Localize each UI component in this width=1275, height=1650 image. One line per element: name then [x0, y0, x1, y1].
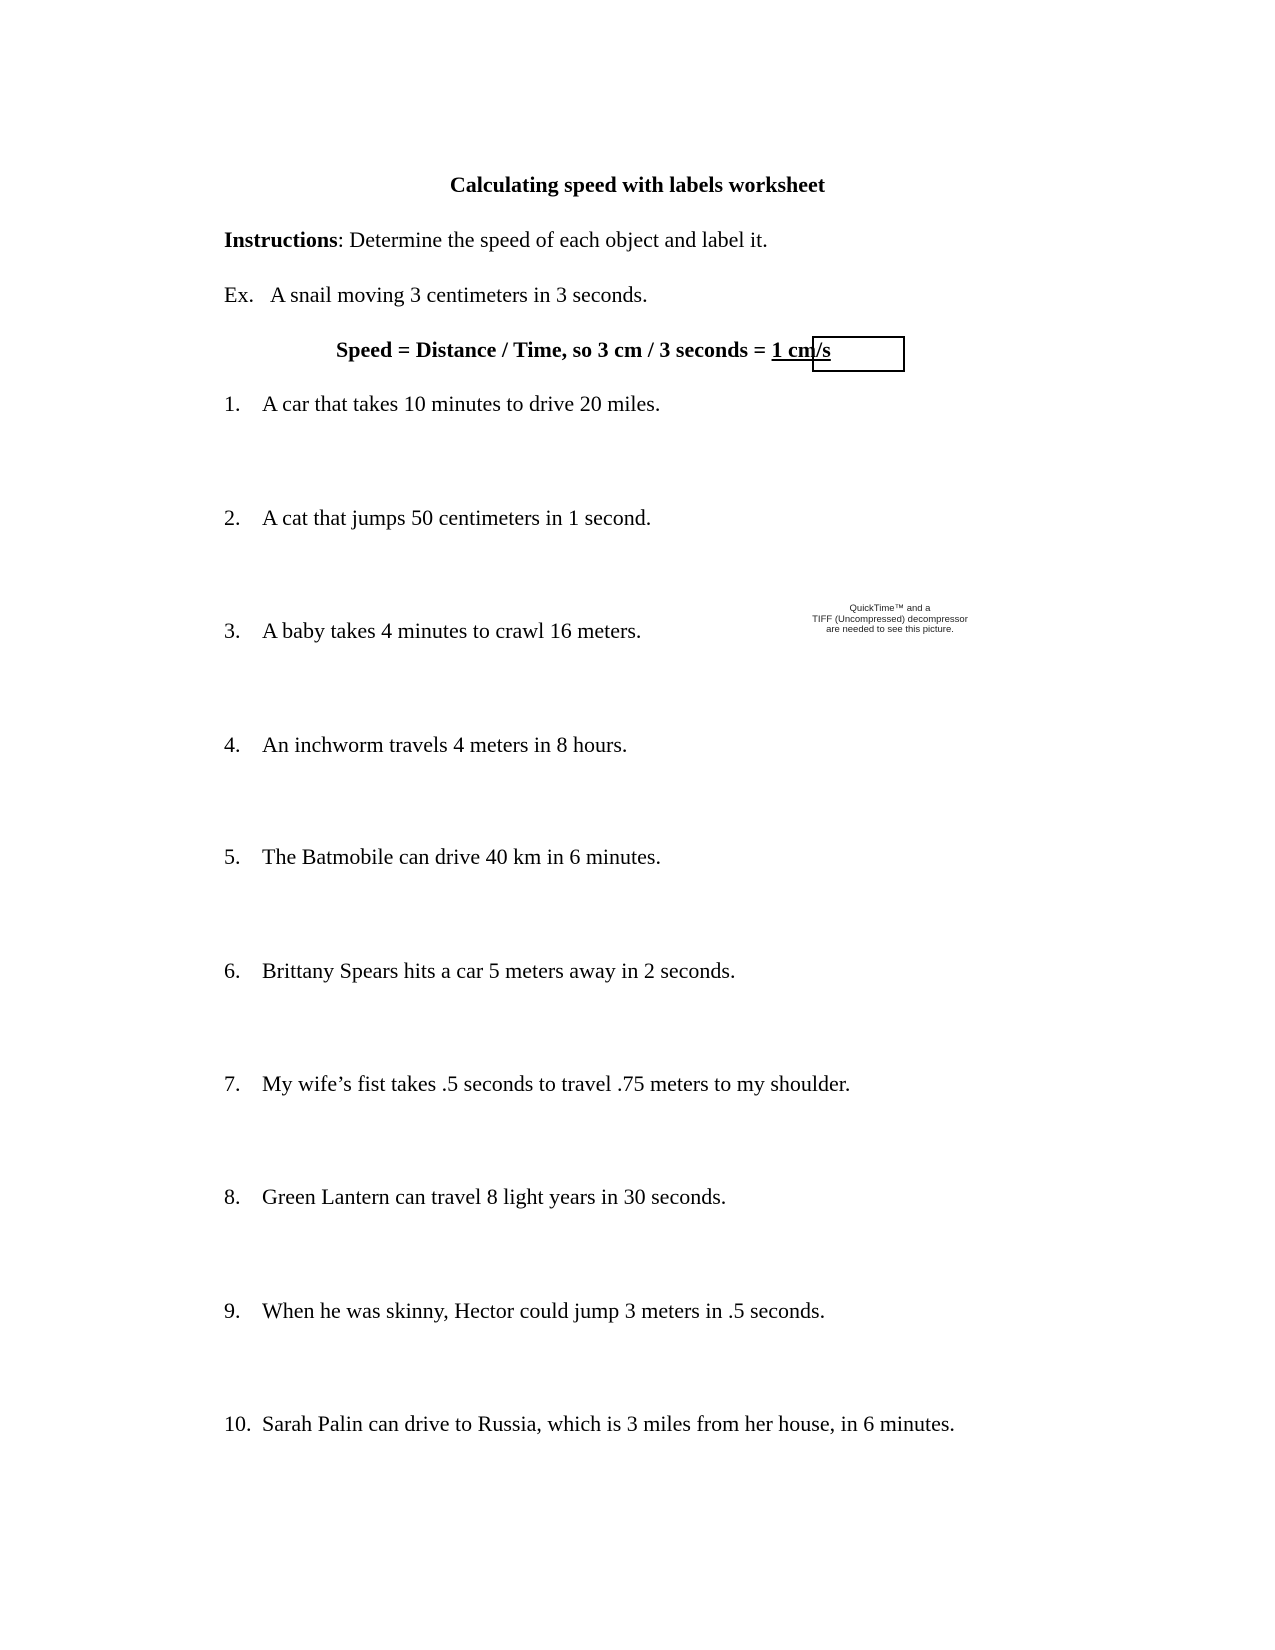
- instructions-text: : Determine the speed of each object and label it.: [337, 227, 768, 252]
- speed-formula: [336, 337, 831, 363]
- question-text: When he was skinny, Hector could jump 3 meters in .5 seconds.: [262, 1298, 826, 1323]
- placeholder-line: QuickTime™ and a: [849, 603, 931, 614]
- question-item: [224, 1184, 726, 1210]
- question-number: 10.: [224, 1411, 252, 1436]
- question-item: [224, 958, 735, 984]
- question-item: [224, 1298, 825, 1324]
- question-number: 7.: [224, 1071, 241, 1096]
- question-text: Green Lantern can travel 8 light years in 30 seconds.: [262, 1184, 727, 1209]
- example-text: A snail moving 3 centimeters in 3 seconds.: [270, 282, 648, 307]
- page-title: Calculating speed with labels worksheet: [449, 172, 826, 197]
- question-number: 8.: [224, 1184, 241, 1209]
- question-number: 5.: [224, 844, 241, 869]
- example: [224, 282, 648, 308]
- question-text: My wife’s fist takes .5 seconds to travel .75 meters to my shoulder.: [262, 1071, 851, 1096]
- question-text: A baby takes 4 minutes to crawl 16 meters.: [262, 618, 642, 643]
- instructions: [224, 227, 768, 253]
- formula-text: Speed = Distance / Time, so 3 cm / 3 seconds =: [336, 337, 772, 362]
- question-text: A car that takes 10 minutes to drive 20 miles.: [262, 391, 661, 416]
- question-item: [224, 844, 661, 870]
- answer-box: [812, 336, 905, 372]
- instructions-label: Instructions: [224, 227, 338, 252]
- question-item: [224, 1411, 955, 1437]
- question-text: A cat that jumps 50 centimeters in 1 second.: [262, 505, 652, 530]
- question-text: An inchworm travels 4 meters in 8 hours.: [262, 732, 628, 757]
- placeholder-line: are needed to see this picture.: [826, 624, 954, 635]
- question-text: The Batmobile can drive 40 km in 6 minutes.: [262, 844, 661, 869]
- question-item: [224, 505, 651, 531]
- question-number: 9.: [224, 1298, 241, 1323]
- question-item: [224, 732, 627, 758]
- question-item: [224, 618, 641, 644]
- formula-answer: 1 cm/s: [771, 337, 831, 362]
- example-prefix: Ex.: [224, 282, 254, 307]
- question-item: [224, 391, 660, 417]
- question-item: [224, 1071, 850, 1097]
- missing-image-placeholder: [780, 604, 1000, 636]
- question-number: 3.: [224, 618, 241, 643]
- question-number: 2.: [224, 505, 241, 530]
- question-number: 4.: [224, 732, 241, 757]
- placeholder-line: TIFF (Uncompressed) decompressor: [812, 613, 968, 625]
- question-text: Sarah Palin can drive to Russia, which is 3 miles from her house, in 6 minutes.: [262, 1411, 955, 1436]
- question-text: Brittany Spears hits a car 5 meters away in 2 seconds.: [262, 958, 736, 983]
- question-number: 6.: [224, 958, 241, 983]
- question-number: 1.: [224, 391, 241, 416]
